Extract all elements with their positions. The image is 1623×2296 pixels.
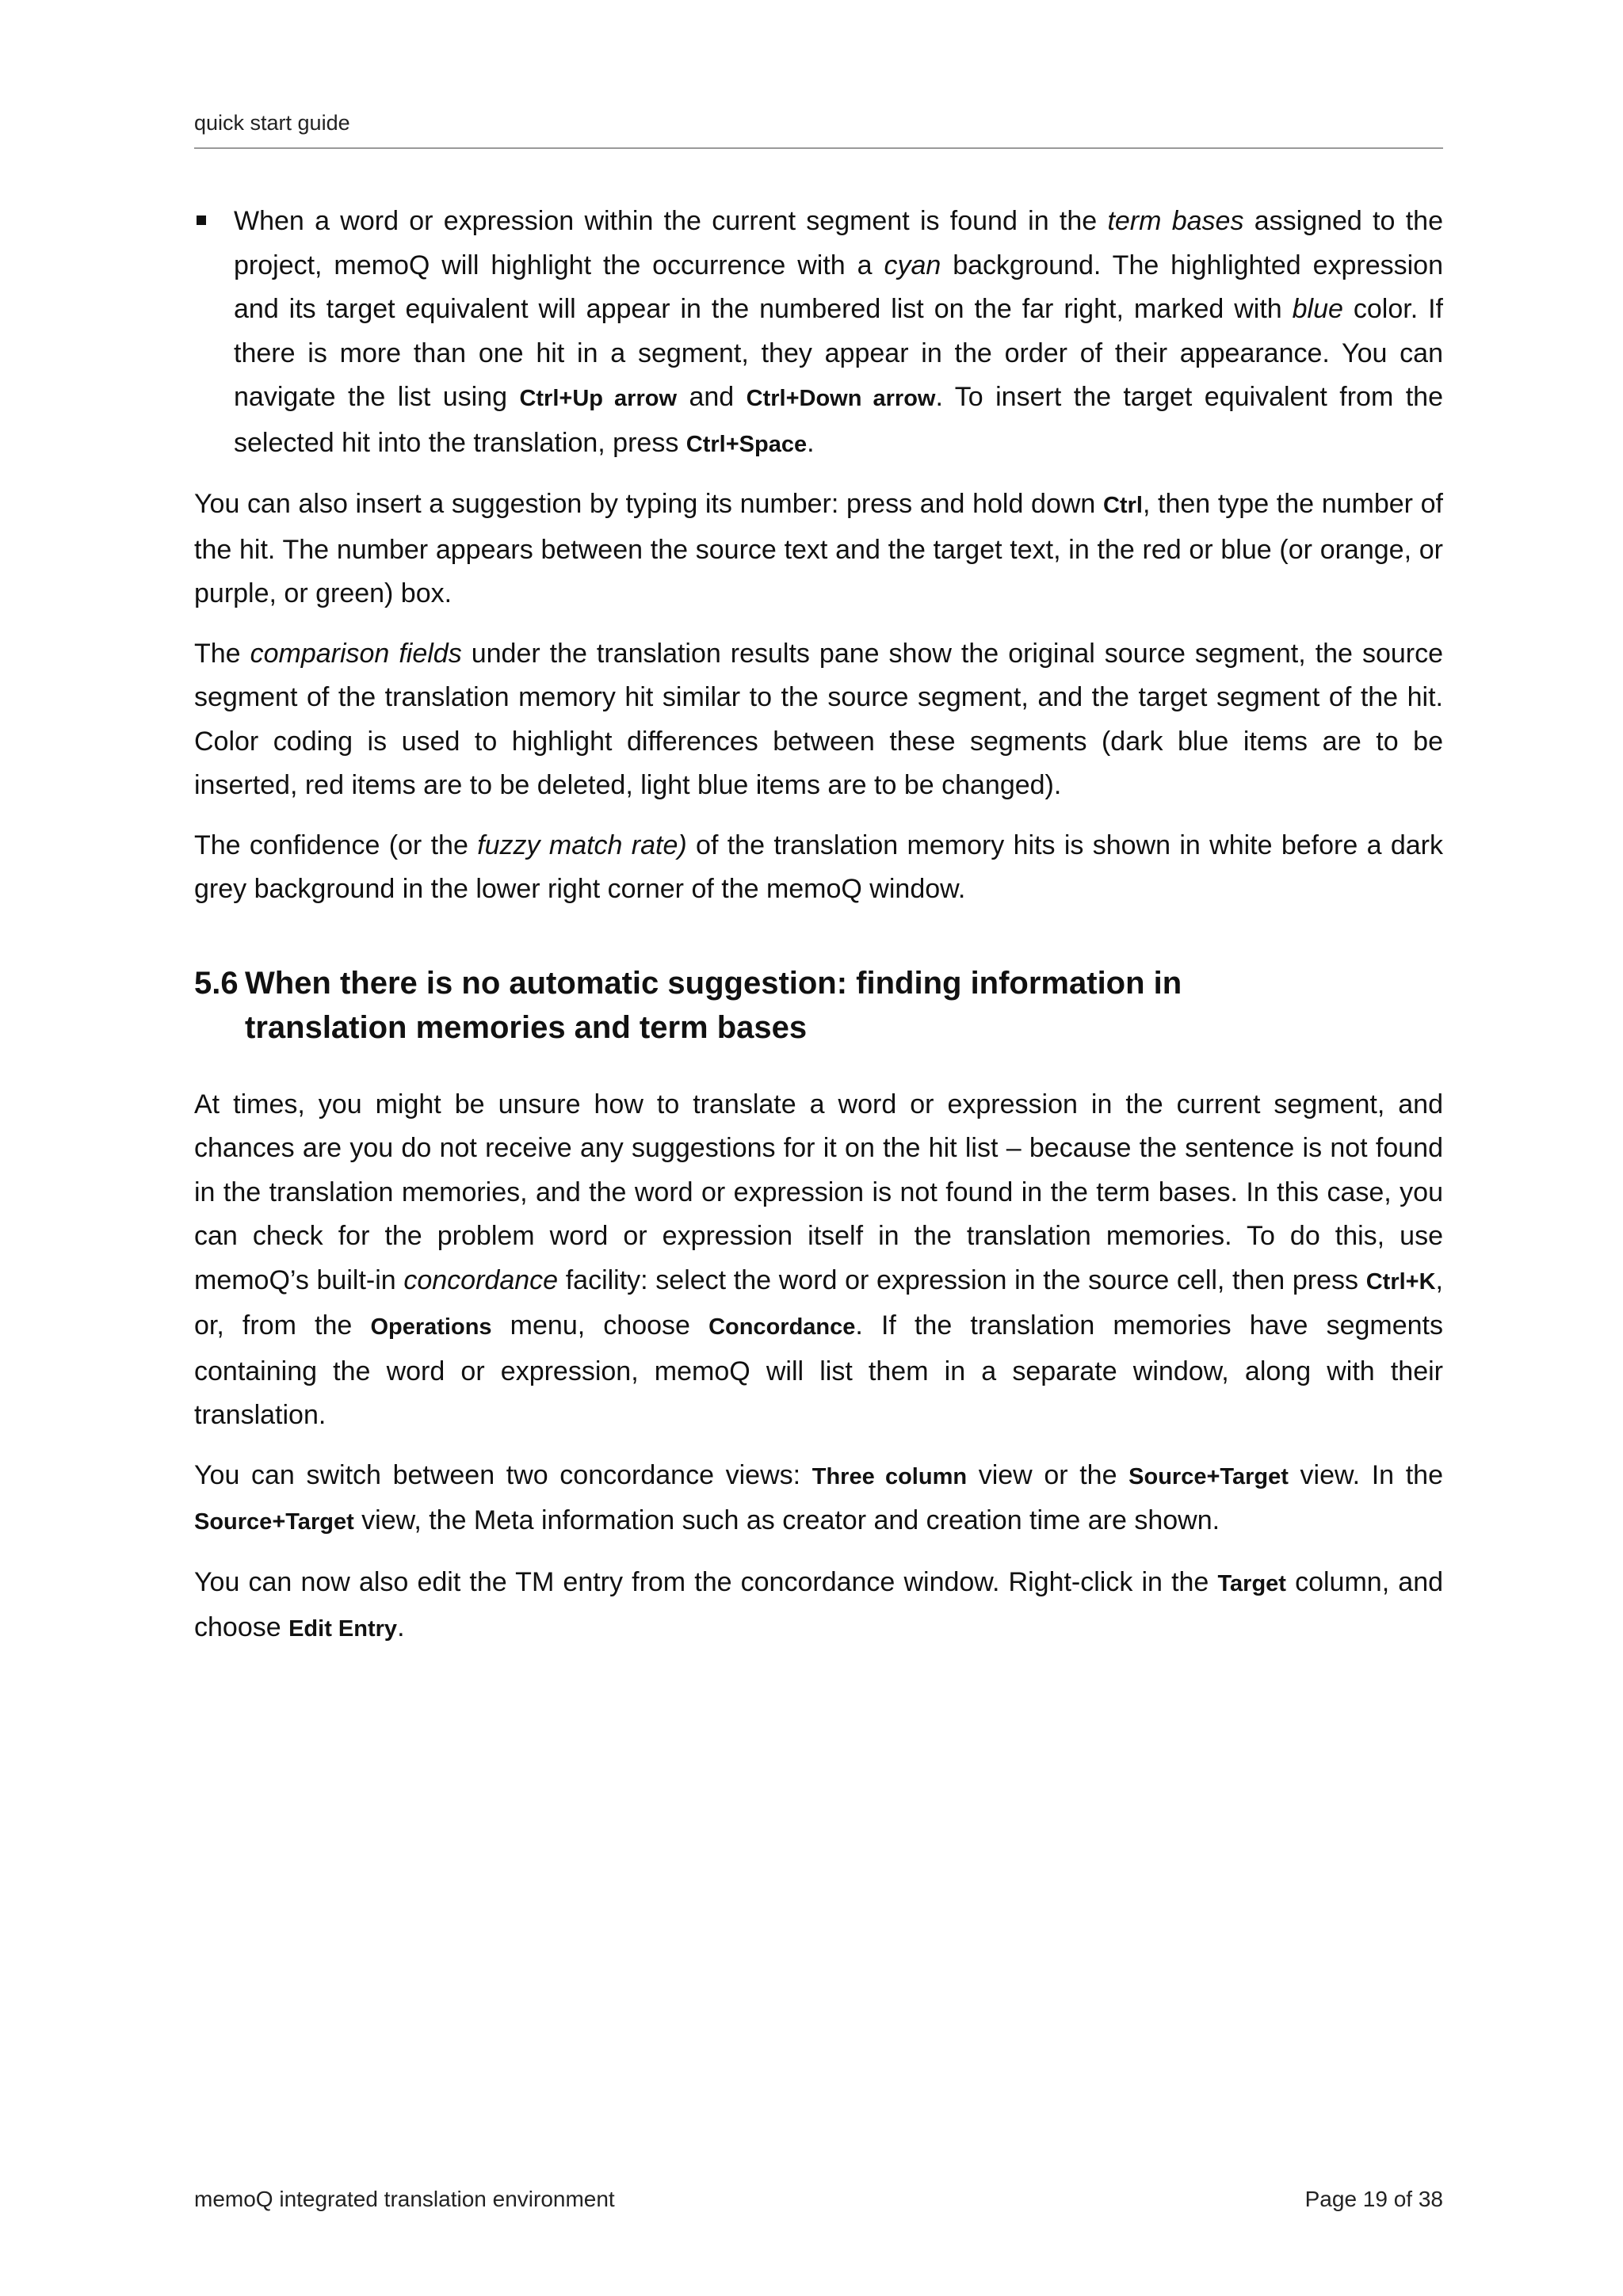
- text: When a word or expression within the current segment is found in the: [234, 206, 1108, 236]
- command-concordance: Concordance: [708, 1314, 856, 1340]
- column-target: Target: [1217, 1570, 1286, 1596]
- text: view. In the: [1288, 1459, 1443, 1490]
- text: background. The highlighted expression and its target equivalent will appear in the numbered list on the far right, marked with: [234, 250, 1443, 324]
- shortcut-ctrl-k: Ctrl+K: [1365, 1268, 1436, 1295]
- bullet-item-term-bases: [194, 200, 1443, 467]
- shortcut-ctrl-space: Ctrl+Space: [685, 431, 808, 457]
- text: You can switch between two concordance views:: [194, 1459, 812, 1490]
- emphasis-term-bases: term bases: [1107, 206, 1244, 236]
- paragraph-edit-entry: [194, 1561, 1443, 1652]
- text: .: [807, 427, 815, 458]
- running-header: quick start guide: [194, 111, 350, 135]
- emphasis-blue: blue: [1292, 294, 1343, 324]
- text: column, and choose: [194, 1566, 1444, 1642]
- paragraph-concordance-views: [194, 1454, 1443, 1545]
- text: view, the Meta information such as creator and creation time are shown.: [353, 1505, 1220, 1535]
- paragraph-comparison-fields: [194, 632, 1443, 808]
- paragraph-concordance: [194, 1083, 1443, 1438]
- shortcut-ctrl-up: Ctrl+Up arrow: [519, 386, 678, 411]
- text: color. If there is more than one hit in a segment, they appear in the order of their appearance. You can navigate the list using: [234, 294, 1443, 412]
- text: . If the translation memories have segments containing the word or expression, memoQ will list them in a separate window, along with their translation.: [194, 1310, 1443, 1430]
- page-body: [194, 200, 1443, 1668]
- text: The confidence (or the: [194, 830, 478, 860]
- menu-operations: Operations: [370, 1314, 492, 1340]
- section-heading: [194, 961, 1443, 1050]
- shortcut-ctrl-down: Ctrl+Down arrow: [746, 386, 936, 411]
- footer-product-name: memoQ integrated translation environment: [194, 2187, 615, 2211]
- text: You can now also edit the TM entry from the concordance window. Right-click in the: [194, 1566, 1218, 1597]
- shortcut-ctrl: Ctrl: [1102, 493, 1143, 518]
- text: , or, from the: [194, 1264, 1443, 1341]
- emphasis-fuzzy-match-rate: fuzzy match rate): [477, 830, 687, 860]
- text: and: [677, 382, 747, 412]
- view-source-target: Source+Target: [1128, 1463, 1289, 1489]
- section-number: 5.6: [194, 965, 239, 1001]
- text: , then type the number of the hit. The number appears between the source text and the target text, in the red or blue (or orange, or purple, or green) box.: [194, 489, 1443, 608]
- text: . To insert the target equivalent from the selected hit into the translation, press: [234, 382, 1443, 458]
- view-three-column: Three column: [812, 1463, 968, 1489]
- command-edit-entry: Edit Entry: [288, 1616, 398, 1642]
- footer-page-number: Page 19 of 38: [1304, 2187, 1443, 2211]
- emphasis-concordance: concordance: [403, 1264, 559, 1295]
- emphasis-comparison-fields: comparison fields: [250, 638, 462, 669]
- text: assigned to the project, memoQ will highlight the occurrence with a: [234, 206, 1443, 280]
- emphasis-cyan: cyan: [884, 250, 941, 280]
- text: facility: select the word or expression in the source cell, then press: [558, 1264, 1366, 1295]
- text: You can also insert a suggestion by typing its number: press and hold down: [194, 489, 1103, 519]
- view-source-target: Source+Target: [194, 1509, 354, 1535]
- text: .: [397, 1612, 405, 1642]
- paragraph-confidence: [194, 824, 1443, 912]
- text: At times, you might be unsure how to translate a word or expression in the current segment, and chances are you do not receive any suggestions for it on the hit list – because the sentence is not found in the translation memories, and the word or expression is not found in the term bases. In this case, you can check for the problem word or expression itself in the translation memories. To do this, use memoQ’s built-in: [194, 1089, 1443, 1295]
- text: of the translation memory hits is shown in white before a dark grey background in the lower right corner of the memoQ window.: [194, 830, 1443, 904]
- text: menu, choose: [491, 1310, 709, 1341]
- text: view or the: [967, 1459, 1129, 1490]
- paragraph-insert-by-number: [194, 482, 1443, 616]
- header-divider: [194, 147, 1443, 149]
- text: under the translation results pane show the original source segment, the source segment of the translation memory hit similar to the source segment, and the target segment of the hit. Color coding is used to highlight differences between these segments (dark blue items are to be inserted, red items are to be deleted, light blue items are to be changed).: [194, 638, 1444, 800]
- square-bullet-icon: [197, 215, 206, 225]
- text: The: [194, 638, 250, 669]
- section-title: When there is no automatic suggestion: finding information in translation memories and term bases: [245, 965, 1182, 1045]
